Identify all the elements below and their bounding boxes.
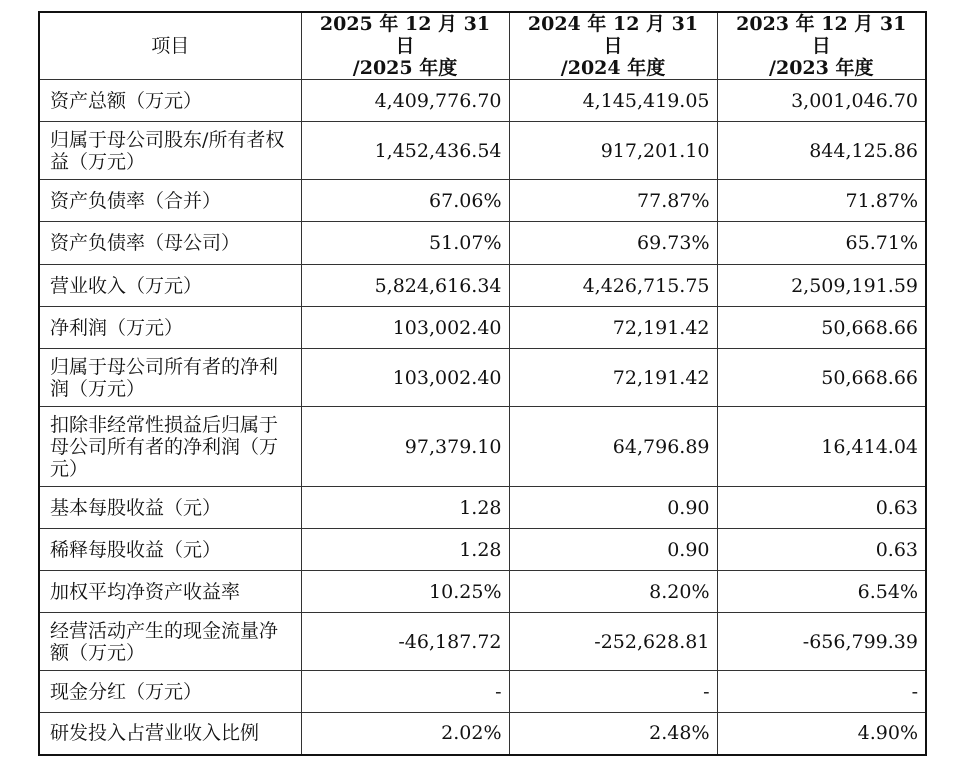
row-label: 基本每股收益（元） <box>39 487 301 529</box>
header-2023 <box>717 12 926 80</box>
header-2024 <box>509 12 717 80</box>
row-label: 营业收入（万元） <box>39 265 301 307</box>
row-label: 资产负债率（合并） <box>39 180 301 222</box>
cell-2023: 50,668.66 <box>717 349 926 407</box>
table-row <box>39 487 926 529</box>
cell-2025: 97,379.10 <box>301 407 509 487</box>
header-2025-year: /2025 年度 <box>352 57 458 79</box>
header-2025-date: 2025 年 12 月 31 日 <box>319 13 491 57</box>
table-row <box>39 222 926 265</box>
cell-2024: 917,201.10 <box>509 122 717 180</box>
cell-2024: 4,145,419.05 <box>509 80 717 122</box>
table-row <box>39 713 926 755</box>
table-row <box>39 265 926 307</box>
header-2023-date: 2023 年 12 月 31 日 <box>736 13 907 57</box>
cell-2024: 2.48% <box>509 713 717 755</box>
cell-2025: 1.28 <box>301 529 509 571</box>
cell-2024: 77.87% <box>509 180 717 222</box>
cell-2025: 67.06% <box>301 180 509 222</box>
cell-2025: 10.25% <box>301 571 509 613</box>
header-2025 <box>301 12 509 80</box>
row-label: 资产总额（万元） <box>39 80 301 122</box>
row-label: 归属于母公司股东/所有者权益（万元） <box>39 122 301 180</box>
row-label: 扣除非经常性损益后归属于母公司所有者的净利润（万元） <box>39 407 301 487</box>
table-row <box>39 180 926 222</box>
table-row <box>39 613 926 671</box>
cell-2023: - <box>717 671 926 713</box>
header-row <box>39 12 926 80</box>
cell-2024: 64,796.89 <box>509 407 717 487</box>
row-label: 资产负债率（母公司） <box>39 222 301 265</box>
table-row <box>39 349 926 407</box>
row-label: 现金分红（万元） <box>39 671 301 713</box>
row-label: 稀释每股收益（元） <box>39 529 301 571</box>
cell-2023: 4.90% <box>717 713 926 755</box>
header-item <box>39 12 301 80</box>
cell-2023: 3,001,046.70 <box>717 80 926 122</box>
cell-2024: 72,191.42 <box>509 307 717 349</box>
cell-2025: 2.02% <box>301 713 509 755</box>
table-row <box>39 529 926 571</box>
row-label: 净利润（万元） <box>39 307 301 349</box>
cell-2023: 844,125.86 <box>717 122 926 180</box>
row-label: 加权平均净资产收益率 <box>39 571 301 613</box>
table-row <box>39 407 926 487</box>
cell-2023: 2,509,191.59 <box>717 265 926 307</box>
cell-2023: 0.63 <box>717 529 926 571</box>
cell-2024: 0.90 <box>509 529 717 571</box>
cell-2023: 16,414.04 <box>717 407 926 487</box>
table-row <box>39 122 926 180</box>
cell-2025: 103,002.40 <box>301 307 509 349</box>
cell-2025: 1.28 <box>301 487 509 529</box>
cell-2025: - <box>301 671 509 713</box>
cell-2025: 4,409,776.70 <box>301 80 509 122</box>
cell-2024: - <box>509 671 717 713</box>
cell-2025: 51.07% <box>301 222 509 265</box>
cell-2024: -252,628.81 <box>509 613 717 671</box>
header-2023-year: /2023 年度 <box>769 57 874 79</box>
cell-2024: 8.20% <box>509 571 717 613</box>
cell-2024: 72,191.42 <box>509 349 717 407</box>
cell-2023: 50,668.66 <box>717 307 926 349</box>
cell-2023: 0.63 <box>717 487 926 529</box>
cell-2023: 65.71% <box>717 222 926 265</box>
cell-2024: 69.73% <box>509 222 717 265</box>
row-label: 归属于母公司所有者的净利润（万元） <box>39 349 301 407</box>
cell-2023: -656,799.39 <box>717 613 926 671</box>
table-row <box>39 80 926 122</box>
cell-2025: -46,187.72 <box>301 613 509 671</box>
header-item-label: 项目 <box>151 35 190 57</box>
header-2024-year: /2024 年度 <box>560 57 666 79</box>
cell-2024: 0.90 <box>509 487 717 529</box>
cell-2025: 103,002.40 <box>301 349 509 407</box>
cell-2025: 5,824,616.34 <box>301 265 509 307</box>
table-row <box>39 571 926 613</box>
cell-2023: 71.87% <box>717 180 926 222</box>
financial-table-container <box>38 11 925 756</box>
row-label: 经营活动产生的现金流量净额（万元） <box>39 613 301 671</box>
cell-2024: 4,426,715.75 <box>509 265 717 307</box>
table-row <box>39 671 926 713</box>
financial-indicators-table <box>38 11 927 756</box>
table-row <box>39 307 926 349</box>
cell-2023: 6.54% <box>717 571 926 613</box>
cell-2025: 1,452,436.54 <box>301 122 509 180</box>
header-2024-date: 2024 年 12 月 31 日 <box>527 13 699 57</box>
row-label: 研发投入占营业收入比例 <box>39 713 301 755</box>
